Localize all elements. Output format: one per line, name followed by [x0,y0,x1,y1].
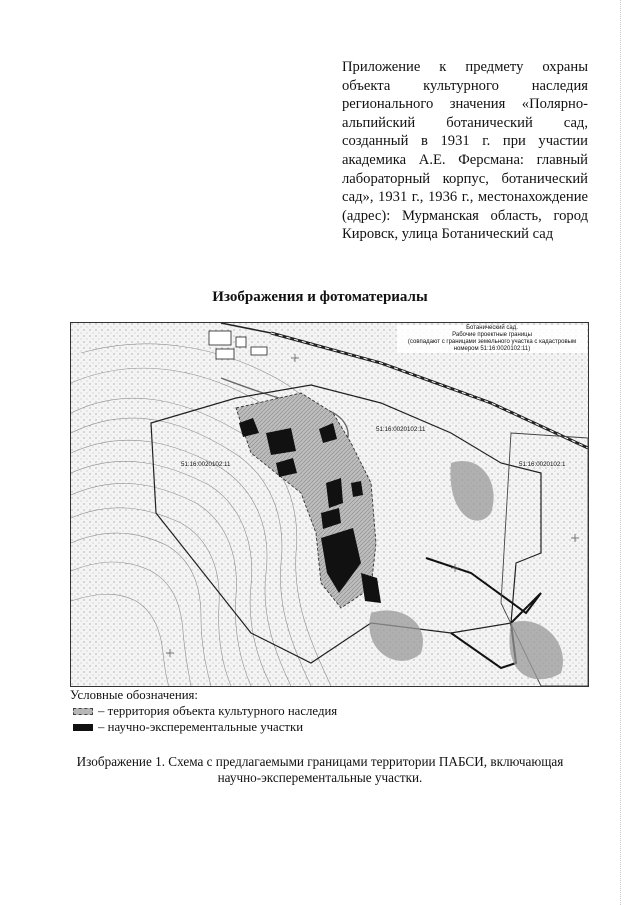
legend-item-heritage [73,704,337,719]
legend-label-plots: – научно-эксперементальные участки [98,720,304,734]
legend-title: Условные обозначения: [70,688,198,702]
cadastral-label-north: 51:16:0020102:11 [376,426,426,433]
legend-label-heritage: – территория объекта культурного наследия [98,704,338,718]
plots-swatch [73,724,93,731]
heritage-swatch [73,708,93,715]
map-title-line2: Рабочие проектные границы [452,332,532,338]
page-margin-line [620,0,622,905]
site-map [70,322,589,687]
section-heading: Изображения и фотоматериалы [212,289,428,305]
cadastral-label-west: 51:16:0020102:11 [181,461,231,468]
map-title-block [397,325,587,353]
appendix-note: Приложение к предмету охраны объекта культурного наследия регионального значения «Полярно-альпийский ботанический сад, созданный в 1931 г. при участии академика А.Е. Ферсмана: главный лабораторный корпус, ботанический сад», 1931 г., 1936 г., местонахождение (адрес): Мурманская область, город Кировск, улица Ботанический сад [342,59,588,243]
figure-caption: Изображение 1. Схема с предлагаемыми границами территории ПАБСИ, включающая научно-эксперементальные участки. [76,754,564,785]
site-map-drawing [71,323,588,686]
cadastral-label-east: 51:16:0020102:1 [519,461,566,468]
legend-item-plots [73,720,303,735]
map-title-line1: Ботанический сад. [466,325,518,331]
map-title-line3: (совпадают с границами земельного участка с кадастровым номером 51:16:0020102:11) [407,339,577,352]
